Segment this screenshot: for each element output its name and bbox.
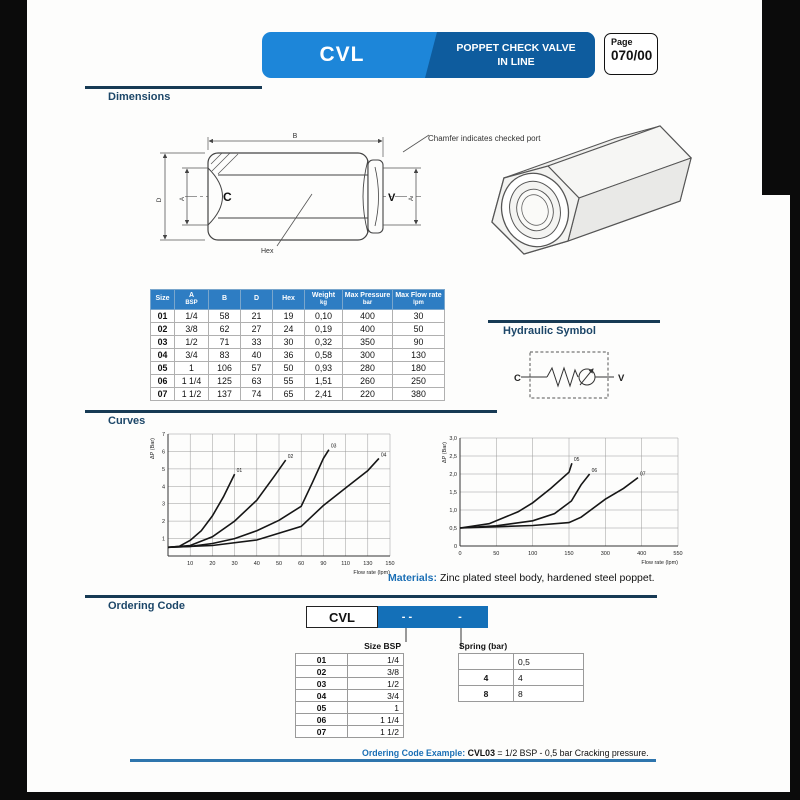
curve-07 — [460, 478, 638, 528]
table-cell: 180 — [393, 361, 445, 374]
table-cell: 30 — [273, 335, 305, 348]
x-tick-label: 0 — [458, 551, 462, 557]
curve-01 — [168, 474, 235, 547]
dim-d-label: D — [156, 197, 163, 203]
port-c-label: C — [223, 190, 232, 204]
curve-04 — [168, 458, 379, 547]
table-cell: 0,10 — [305, 309, 343, 322]
dim-a-right-label: A — [409, 196, 415, 202]
symbol-port-c: C — [514, 373, 521, 384]
y-tick-label: 3,0 — [449, 436, 457, 442]
table-cell: 130 — [393, 348, 445, 361]
size-row — [296, 654, 404, 666]
curve-label: 01 — [236, 468, 243, 475]
scan-border-right — [790, 195, 800, 800]
table-row — [151, 361, 445, 374]
connector-size — [405, 628, 407, 642]
table-row — [151, 309, 445, 322]
table-cell: 400 — [343, 309, 393, 322]
table-cell: 1,51 — [305, 374, 343, 387]
spring-cell: 8 — [514, 686, 584, 702]
x-tick-label: 150 — [385, 561, 395, 567]
symbol-port-v: V — [618, 373, 625, 384]
size-row — [296, 666, 404, 678]
x-tick-label: 30 — [231, 561, 238, 567]
size-cell: 1 — [348, 702, 404, 714]
y-tick-label: 7 — [161, 432, 165, 438]
table-row — [151, 335, 445, 348]
table-cell: 06 — [151, 374, 175, 387]
table-cell: 19 — [273, 309, 305, 322]
table-cell: 05 — [151, 361, 175, 374]
table-cell: 280 — [343, 361, 393, 374]
table-cell: 1/2 — [175, 335, 209, 348]
spring-row — [459, 654, 584, 670]
table-cell: 0,93 — [305, 361, 343, 374]
table-cell: 57 — [241, 361, 273, 374]
curve-label: 04 — [380, 452, 387, 459]
table-cell: 0,32 — [305, 335, 343, 348]
curve-05 — [460, 463, 572, 528]
y-tick-label: 0,5 — [449, 526, 457, 532]
table-cell: 01 — [151, 309, 175, 322]
curves-heading-line — [85, 410, 497, 413]
y-axis-title: ΔP (Bar) — [150, 438, 156, 459]
pressure-drop-chart-large-sizes — [428, 432, 688, 572]
table-cell: 260 — [343, 374, 393, 387]
size-cell: 01 — [296, 654, 348, 666]
table-cell: 02 — [151, 322, 175, 335]
ordering-example-text: = 1/2 BSP - 0,5 bar Cracking pressure. — [494, 748, 649, 758]
dimension-drawing — [125, 112, 475, 282]
valve-3d-illustration — [478, 115, 698, 270]
table-cell: 137 — [209, 387, 241, 400]
table-cell: 63 — [241, 374, 273, 387]
ordering-size-placeholder: - - — [401, 611, 413, 623]
ordering-code-prefix-box: CVL — [306, 606, 378, 628]
header-title-bar — [262, 32, 595, 78]
curve-label: 06 — [591, 468, 598, 474]
ordering-code-heading-line — [85, 595, 657, 598]
dim-col-header: D — [241, 290, 273, 310]
ordering-example-code: CVL03 — [465, 748, 495, 758]
page-label: Page — [611, 37, 633, 47]
y-tick-label: 1,0 — [449, 508, 457, 514]
product-title-line1: POPPET CHECK VALVE — [456, 41, 576, 54]
spring-table — [458, 653, 584, 702]
hydraulic-symbol-heading-line — [488, 320, 660, 323]
curve-06 — [460, 474, 590, 528]
table-cell: 3/8 — [175, 322, 209, 335]
table-cell: 74 — [241, 387, 273, 400]
table-cell: 90 — [393, 335, 445, 348]
table-row — [151, 387, 445, 400]
dim-col-header: Max Pressure bar — [343, 290, 393, 310]
size-table — [295, 653, 404, 738]
dimension-table-body — [151, 309, 445, 400]
table-cell: 1/4 — [175, 309, 209, 322]
page-number: 070/00 — [611, 48, 653, 63]
size-row — [296, 678, 404, 690]
x-tick-label: 150 — [564, 551, 574, 557]
curves-heading: Curves — [108, 415, 146, 427]
x-tick-label: 100 — [528, 551, 538, 557]
spring-cell: 4 — [514, 670, 584, 686]
spring-cell: 4 — [459, 670, 514, 686]
ordering-code-option-box — [378, 606, 488, 628]
materials-text: Zinc plated steel body, hardened steel poppet. — [437, 572, 655, 584]
size-row — [296, 726, 404, 738]
y-tick-label: 2,0 — [449, 472, 457, 478]
table-cell: 27 — [241, 322, 273, 335]
x-tick-label: 10 — [187, 561, 194, 567]
hydraulic-symbol — [500, 348, 635, 408]
table-cell: 400 — [343, 322, 393, 335]
table-cell: 50 — [393, 322, 445, 335]
spring-zigzag — [547, 368, 578, 386]
spring-table-header: Spring (bar) — [459, 641, 508, 651]
y-tick-label: 2,5 — [449, 454, 457, 460]
x-tick-label: 550 — [673, 551, 683, 557]
table-row — [151, 322, 445, 335]
spring-row — [459, 686, 584, 702]
x-axis-title: Flow rate (lpm) — [641, 560, 678, 566]
y-tick-label: 4 — [161, 484, 165, 491]
y-tick-label: 6 — [161, 449, 165, 456]
table-cell: 125 — [209, 374, 241, 387]
y-tick-label: 3 — [161, 501, 165, 508]
x-tick-label: 400 — [637, 551, 647, 557]
table-cell: 1 1/2 — [175, 387, 209, 400]
ordering-example — [362, 748, 649, 758]
table-cell: 62 — [209, 322, 241, 335]
product-code: CVL — [319, 43, 365, 66]
size-cell: 06 — [296, 714, 348, 726]
chamfer-note: Chamfer indicates checked port — [428, 134, 541, 143]
dim-col-header: Size — [151, 290, 175, 310]
table-cell: 350 — [343, 335, 393, 348]
spring-cell: 8 — [459, 686, 514, 702]
size-table-header: Size BSP — [364, 641, 401, 651]
size-cell: 1 1/4 — [348, 714, 404, 726]
table-cell: 250 — [393, 374, 445, 387]
product-title-line2: IN LINE — [497, 56, 535, 68]
table-cell: 40 — [241, 348, 273, 361]
x-tick-label: 50 — [275, 561, 283, 567]
table-cell: 55 — [273, 374, 305, 387]
size-cell: 1/4 — [348, 654, 404, 666]
size-cell: 02 — [296, 666, 348, 678]
x-tick-label: 110 — [341, 561, 350, 567]
table-cell: 1 1/4 — [175, 374, 209, 387]
dim-col-header: Max Flow rate lpm — [393, 290, 445, 310]
curve-label: 02 — [287, 454, 294, 461]
table-cell: 1 — [175, 361, 209, 374]
y-tick-label: 0 — [453, 544, 457, 550]
x-axis-title: Flow rate (lpm) — [353, 570, 390, 576]
table-cell: 65 — [273, 387, 305, 400]
size-cell: 3/4 — [348, 690, 404, 702]
y-tick-label: 5 — [161, 466, 165, 473]
ordering-example-label: Ordering Code Example: — [362, 748, 466, 758]
table-cell: 220 — [343, 387, 393, 400]
table-cell: 2,41 — [305, 387, 343, 400]
y-axis-title: ΔP (Bar) — [442, 442, 448, 463]
table-cell: 106 — [209, 361, 241, 374]
table-cell: 24 — [273, 322, 305, 335]
dim-col-header: A BSP — [175, 290, 209, 310]
table-cell: 21 — [241, 309, 273, 322]
scan-border-top-right — [762, 0, 800, 195]
ordering-code-heading: Ordering Code — [108, 600, 186, 612]
hydraulic-symbol-heading: Hydraulic Symbol — [503, 325, 596, 337]
spring-row — [459, 670, 584, 686]
table-cell: 3/4 — [175, 348, 209, 361]
dim-col-header: Weight kg — [305, 290, 343, 310]
size-table-body — [296, 654, 404, 738]
materials-label: Materials: — [388, 572, 438, 584]
spring-cell — [459, 654, 514, 670]
product-title — [437, 32, 595, 78]
table-cell: 0,58 — [305, 348, 343, 361]
materials-note — [388, 572, 655, 584]
dimension-table — [150, 289, 445, 401]
x-tick-label: 50 — [493, 551, 500, 557]
curve-label: 07 — [640, 471, 646, 478]
table-cell: 58 — [209, 309, 241, 322]
table-cell: 33 — [241, 335, 273, 348]
size-row — [296, 702, 404, 714]
x-tick-label: 20 — [209, 561, 216, 567]
y-tick-label: 2 — [161, 519, 165, 526]
y-tick-label: 1 — [161, 536, 165, 543]
table-cell: 83 — [209, 348, 241, 361]
dim-a-left-label: A — [180, 196, 186, 202]
y-tick-label: 1,5 — [449, 490, 457, 496]
table-cell: 04 — [151, 348, 175, 361]
curve-label: 03 — [330, 443, 337, 450]
size-cell: 03 — [296, 678, 348, 690]
curve-03 — [168, 450, 329, 548]
size-cell: 07 — [296, 726, 348, 738]
dimension-table-head — [151, 290, 445, 310]
size-row — [296, 714, 404, 726]
table-cell: 0,19 — [305, 322, 343, 335]
table-cell: 07 — [151, 387, 175, 400]
size-cell: 3/8 — [348, 666, 404, 678]
dim-col-header: Hex — [273, 290, 305, 310]
table-row — [151, 374, 445, 387]
dimensions-heading-line — [85, 86, 262, 89]
hex-label: Hex — [261, 248, 274, 255]
table-cell: 50 — [273, 361, 305, 374]
scan-border-left — [0, 0, 27, 800]
table-cell: 71 — [209, 335, 241, 348]
size-cell: 1/2 — [348, 678, 404, 690]
pressure-drop-chart-small-sizes — [138, 428, 400, 583]
table-cell: 380 — [393, 387, 445, 400]
bottom-line — [130, 759, 656, 762]
curve-label: 05 — [573, 457, 580, 464]
x-tick-label: 60 — [298, 561, 305, 567]
x-tick-label: 130 — [363, 561, 373, 567]
x-tick-label: 40 — [253, 561, 260, 567]
table-row — [151, 348, 445, 361]
x-tick-label: 300 — [600, 551, 610, 557]
table-cell: 03 — [151, 335, 175, 348]
table-cell: 36 — [273, 348, 305, 361]
dimensions-heading: Dimensions — [108, 91, 171, 103]
spring-table-body — [459, 654, 584, 702]
size-cell: 04 — [296, 690, 348, 702]
dim-b-label: B — [292, 133, 298, 140]
size-cell: 05 — [296, 702, 348, 714]
size-cell: 1 1/2 — [348, 726, 404, 738]
table-cell: 300 — [343, 348, 393, 361]
table-cell: 30 — [393, 309, 445, 322]
scan-border-bottom — [0, 792, 800, 800]
dim-col-header: B — [209, 290, 241, 310]
page-number-box — [604, 33, 658, 75]
spring-cell: 0,5 — [514, 654, 584, 670]
size-row — [296, 690, 404, 702]
valve-body-outline — [208, 153, 368, 240]
x-tick-label: 90 — [320, 561, 327, 567]
port-v-label: V — [388, 192, 396, 204]
ordering-spring-placeholder: - — [458, 611, 462, 623]
